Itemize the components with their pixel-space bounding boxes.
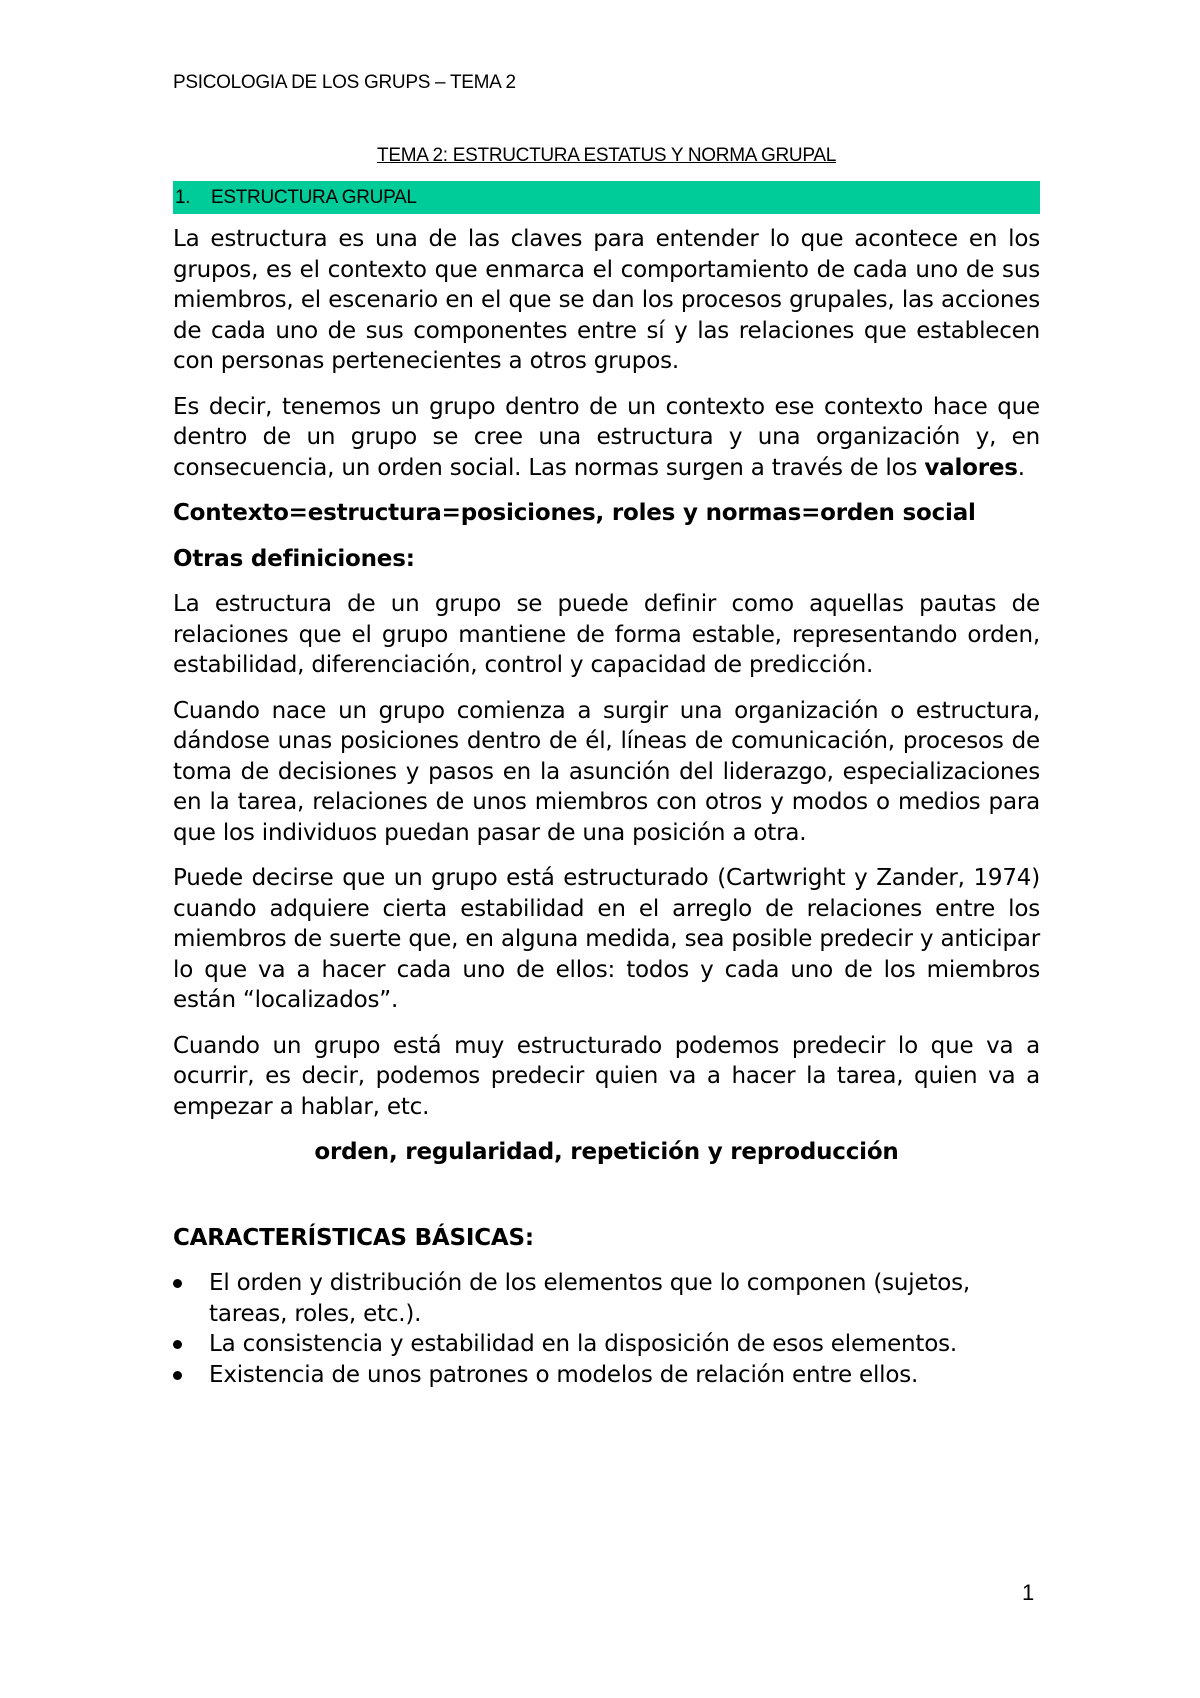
list-item-text: El orden y distribución de los elementos que lo componen (sujetos, tareas, roles, etc.). bbox=[209, 1270, 971, 1327]
spacer bbox=[173, 1183, 1040, 1223]
list-item bbox=[173, 1360, 1040, 1391]
paragraph-context bbox=[173, 392, 1040, 484]
paragraph-context-text: Es decir, tenemos un grupo dentro de un contexto ese contexto hace que dentro de un grupo se cree una estructura y una organización y, en consecuencia, un orden social. Las normas surgen a través de los bbox=[173, 393, 1040, 481]
formula-line: Contexto=estructura=posiciones, roles y normas=orden social bbox=[173, 500, 976, 526]
paragraph-context-end: . bbox=[1017, 454, 1025, 481]
bullet-dot-icon bbox=[173, 1340, 182, 1349]
otras-definiciones-heading: Otras definiciones: bbox=[173, 545, 415, 572]
paragraph-intro: La estructura es una de las claves para entender lo que acontece en los grupos, es el contexto que enmarca el comportamiento de cada uno de sus miembros, el escenario en el que se dan los procesos grupales, las acciones de cada uno de sus componentes entre sí y las relaciones que establecen con personas pertenecientes a otros grupos. bbox=[173, 226, 1040, 374]
characteristics-list bbox=[173, 1268, 1040, 1390]
page-content bbox=[173, 145, 1040, 1390]
list-item bbox=[173, 1329, 1040, 1360]
paragraph-group-birth: Cuando nace un grupo comienza a surgir una organización o estructura, dándose unas posiciones dentro de él, líneas de comunicación, procesos de toma de decisiones y pasos en la asunción del liderazgo, especializaciones en la tarea, relaciones de unos miembros con otros y modos o medios para que los individuos puedan pasar de una posición a otra. bbox=[173, 697, 1040, 846]
bullet-dot-icon bbox=[173, 1371, 182, 1380]
page-header: PSICOLOGIA DE LOS GRUPS – TEMA 2 bbox=[173, 72, 516, 93]
section-heading-bar bbox=[173, 181, 1040, 214]
bullet-dot-icon bbox=[173, 1279, 182, 1288]
caracteristicas-heading: CARACTERÍSTICAS BÁSICAS: bbox=[173, 1224, 534, 1251]
list-item-text: La consistencia y estabilidad en la disposición de esos elementos. bbox=[209, 1331, 958, 1357]
page-number: 1 bbox=[1022, 1580, 1035, 1605]
section-label: ESTRUCTURA GRUPAL bbox=[211, 187, 417, 208]
list-item-text: Existencia de unos patrones o modelos de relación entre ellos. bbox=[209, 1361, 919, 1388]
centered-bold-summary: orden, regularidad, repetición y reproducción bbox=[314, 1139, 899, 1165]
bold-term-valores: valores bbox=[924, 454, 1018, 481]
paragraph-prediction: Cuando un grupo está muy estructurado podemos predecir lo que va a ocurrir, es decir, podemos predecir quien va a hacer la tarea, quien va a empezar a hablar, etc. bbox=[173, 1032, 1040, 1120]
paragraph-definition: La estructura de un grupo se puede definir como aquellas pautas de relaciones que el grupo mantiene de forma estable, representando orden, estabilidad, diferenciación, control y capacidad de predicción. bbox=[173, 591, 1040, 678]
section-number: 1. bbox=[175, 187, 191, 208]
document-title: TEMA 2: ESTRUCTURA ESTATUS Y NORMA GRUPAL bbox=[377, 145, 836, 166]
paragraph-cartwright: Puede decirse que un grupo está estructurado (Cartwright y Zander, 1974) cuando adquiere cierta estabilidad en el arreglo de relaciones entre los miembros de suerte que, en alguna medida, sea posible predecir y anticipar lo que va a hacer cada uno de ellos: todos y cada uno de los miembros están “localizados”. bbox=[173, 865, 1040, 1013]
list-item bbox=[173, 1268, 1040, 1329]
